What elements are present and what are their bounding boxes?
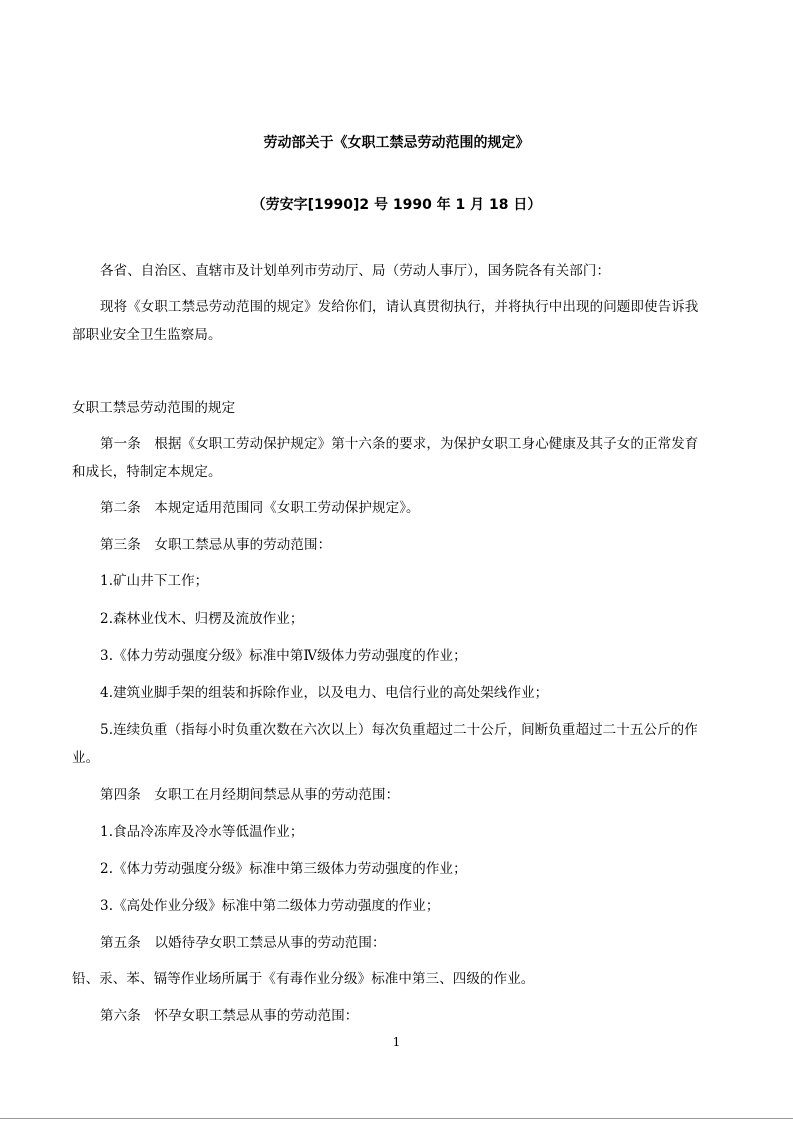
document-subtitle: （劳安字[1990]2 号 1990 年 1 月 18 日） <box>251 197 542 213</box>
article-3-item-1: 1.矿山井下工作； <box>100 573 209 589</box>
article-4-item-2: 2.《体力劳动强度分级》标准中第三级体力劳动强度的作业； <box>100 861 467 877</box>
article-1-line1: 第一条 根据《女职工劳动保护规定》第十六条的要求，为保护女职工身心健康及其子女的正常发育 <box>100 436 699 452</box>
article-3-item-5-line1: 5.连续负重（指每小时负重次数在六次以上）每次负重超过二十公斤，间断负重超过二十五公斤的作 <box>100 722 698 738</box>
article-3: 第三条 女职工禁忌从事的劳动范围： <box>100 537 332 553</box>
article-4-item-3: 3.《高处作业分级》标准中第二级体力劳动强度的作业； <box>100 898 440 914</box>
article-3-item-3: 3.《体力劳动强度分级》标准中第Ⅳ级体力劳动强度的作业； <box>100 648 467 664</box>
article-5-text: 铅、汞、苯、镉等作业场所属于《有毒作业分级》标准中第三、四级的作业。 <box>72 971 535 987</box>
page-number: 1 <box>392 1035 401 1049</box>
addressee-paragraph: 各省、自治区、直辖市及计划单列市劳动厅、局（劳动人事厅），国务院各有关部门： <box>100 263 611 279</box>
article-4: 第四条 女职工在月经期间禁忌从事的劳动范围： <box>100 787 400 803</box>
article-3-item-5-line2: 业。 <box>72 750 100 766</box>
rules-heading: 女职工禁忌劳动范围的规定 <box>72 400 236 416</box>
article-1-line2: 和成长，特制定本规定。 <box>72 464 222 480</box>
page-bottom-border <box>0 1118 793 1119</box>
article-3-item-4: 4.建筑业脚手架的组装和拆除作业，以及电力、电信行业的高处架线作业； <box>100 685 549 701</box>
article-5: 第五条 以婚待孕女职工禁忌从事的劳动范围： <box>100 935 386 951</box>
notice-paragraph-line1: 现将《女职工禁忌劳动范围的规定》发给你们，请认真贯彻执行，并将执行中出现的问题即使告诉我 <box>100 299 699 315</box>
article-6: 第六条 怀孕女职工禁忌从事的劳动范围： <box>100 1008 359 1024</box>
article-3-item-2: 2.森林业伐木、归楞及流放作业； <box>100 611 304 627</box>
notice-paragraph-line2: 部职业安全卫生监察局。 <box>72 327 222 343</box>
article-4-item-1: 1.食品冷冻库及冷水等低温作业； <box>100 824 304 840</box>
document-title: 劳动部关于《女职工禁忌劳动范围的规定》 <box>263 135 530 151</box>
article-2: 第二条 本规定适用范围同《女职工劳动保护规定》。 <box>100 500 420 516</box>
